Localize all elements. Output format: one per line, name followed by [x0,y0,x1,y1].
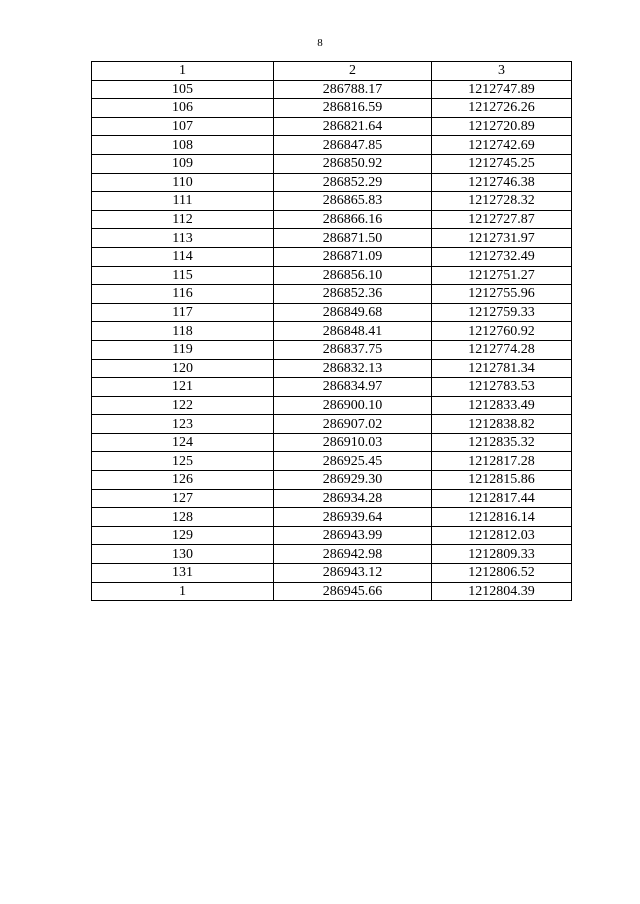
table-row [92,378,572,397]
x-coordinate-cell: 286849.68 [274,303,432,322]
column-header-1: 1 [92,62,274,81]
point-number-cell: 120 [92,359,274,378]
x-coordinate-cell: 286848.41 [274,322,432,341]
table-row [92,340,572,359]
x-coordinate-cell: 286943.12 [274,564,432,583]
table-row [92,359,572,378]
table-row [92,173,572,192]
table-row [92,154,572,173]
y-coordinate-cell: 1212751.27 [432,266,572,285]
x-coordinate-cell: 286866.16 [274,210,432,229]
x-coordinate-cell: 286847.85 [274,136,432,155]
y-coordinate-cell: 1212817.28 [432,452,572,471]
x-coordinate-cell: 286934.28 [274,489,432,508]
y-coordinate-cell: 1212732.49 [432,247,572,266]
x-coordinate-cell: 286871.50 [274,229,432,248]
y-coordinate-cell: 1212726.26 [432,99,572,118]
table-row [92,564,572,583]
point-number-cell: 112 [92,210,274,229]
table-row [92,210,572,229]
y-coordinate-cell: 1212731.97 [432,229,572,248]
point-number-cell: 111 [92,192,274,211]
table-body [92,80,572,601]
point-number-cell: 127 [92,489,274,508]
table-row [92,471,572,490]
point-number-cell: 115 [92,266,274,285]
table-row [92,192,572,211]
x-coordinate-cell: 286925.45 [274,452,432,471]
point-number-cell: 113 [92,229,274,248]
x-coordinate-cell: 286907.02 [274,415,432,434]
y-coordinate-cell: 1212804.39 [432,582,572,601]
x-coordinate-cell: 286834.97 [274,378,432,397]
point-number-cell: 105 [92,80,274,99]
table-row [92,396,572,415]
point-number-cell: 126 [92,471,274,490]
y-coordinate-cell: 1212774.28 [432,340,572,359]
point-number-cell: 109 [92,154,274,173]
x-coordinate-cell: 286821.64 [274,117,432,136]
y-coordinate-cell: 1212742.69 [432,136,572,155]
point-number-cell: 108 [92,136,274,155]
point-number-cell: 107 [92,117,274,136]
point-number-cell: 122 [92,396,274,415]
table-row [92,582,572,601]
point-number-cell: 119 [92,340,274,359]
x-coordinate-cell: 286945.66 [274,582,432,601]
column-header-3: 3 [432,62,572,81]
table-row [92,247,572,266]
table-row [92,545,572,564]
x-coordinate-cell: 286850.92 [274,154,432,173]
y-coordinate-cell: 1212812.03 [432,526,572,545]
point-number-cell: 128 [92,508,274,527]
point-number-cell: 116 [92,285,274,304]
table-row [92,285,572,304]
y-coordinate-cell: 1212816.14 [432,508,572,527]
y-coordinate-cell: 1212747.89 [432,80,572,99]
x-coordinate-cell: 286852.36 [274,285,432,304]
y-coordinate-cell: 1212745.25 [432,154,572,173]
point-number-cell: 117 [92,303,274,322]
point-number-cell: 106 [92,99,274,118]
y-coordinate-cell: 1212835.32 [432,433,572,452]
y-coordinate-cell: 1212727.87 [432,210,572,229]
table-row [92,99,572,118]
x-coordinate-cell: 286871.09 [274,247,432,266]
x-coordinate-cell: 286910.03 [274,433,432,452]
y-coordinate-cell: 1212783.53 [432,378,572,397]
table-row [92,322,572,341]
x-coordinate-cell: 286788.17 [274,80,432,99]
table-row [92,415,572,434]
table-row [92,303,572,322]
y-coordinate-cell: 1212817.44 [432,489,572,508]
x-coordinate-cell: 286852.29 [274,173,432,192]
y-coordinate-cell: 1212720.89 [432,117,572,136]
point-number-cell: 130 [92,545,274,564]
x-coordinate-cell: 286832.13 [274,359,432,378]
column-header-2: 2 [274,62,432,81]
table-row [92,508,572,527]
x-coordinate-cell: 286943.99 [274,526,432,545]
point-number-cell: 129 [92,526,274,545]
point-number-cell: 114 [92,247,274,266]
x-coordinate-cell: 286900.10 [274,396,432,415]
table-row [92,80,572,99]
x-coordinate-cell: 286865.83 [274,192,432,211]
coordinates-table [91,61,572,601]
table-row [92,452,572,471]
table-header-row [92,62,572,81]
y-coordinate-cell: 1212781.34 [432,359,572,378]
point-number-cell: 124 [92,433,274,452]
y-coordinate-cell: 1212809.33 [432,545,572,564]
point-number-cell: 110 [92,173,274,192]
y-coordinate-cell: 1212806.52 [432,564,572,583]
table-row [92,489,572,508]
point-number-cell: 125 [92,452,274,471]
y-coordinate-cell: 1212815.86 [432,471,572,490]
point-number-cell: 123 [92,415,274,434]
y-coordinate-cell: 1212833.49 [432,396,572,415]
y-coordinate-cell: 1212746.38 [432,173,572,192]
table-row [92,229,572,248]
table-row [92,266,572,285]
x-coordinate-cell: 286816.59 [274,99,432,118]
point-number-cell: 131 [92,564,274,583]
x-coordinate-cell: 286837.75 [274,340,432,359]
y-coordinate-cell: 1212759.33 [432,303,572,322]
point-number-cell: 118 [92,322,274,341]
page-number: 8 [317,37,323,49]
y-coordinate-cell: 1212838.82 [432,415,572,434]
x-coordinate-cell: 286942.98 [274,545,432,564]
y-coordinate-cell: 1212760.92 [432,322,572,341]
point-number-cell: 1 [92,582,274,601]
table-row [92,117,572,136]
x-coordinate-cell: 286929.30 [274,471,432,490]
point-number-cell: 121 [92,378,274,397]
table-row [92,433,572,452]
x-coordinate-cell: 286856.10 [274,266,432,285]
table-row [92,526,572,545]
y-coordinate-cell: 1212728.32 [432,192,572,211]
y-coordinate-cell: 1212755.96 [432,285,572,304]
table-row [92,136,572,155]
x-coordinate-cell: 286939.64 [274,508,432,527]
